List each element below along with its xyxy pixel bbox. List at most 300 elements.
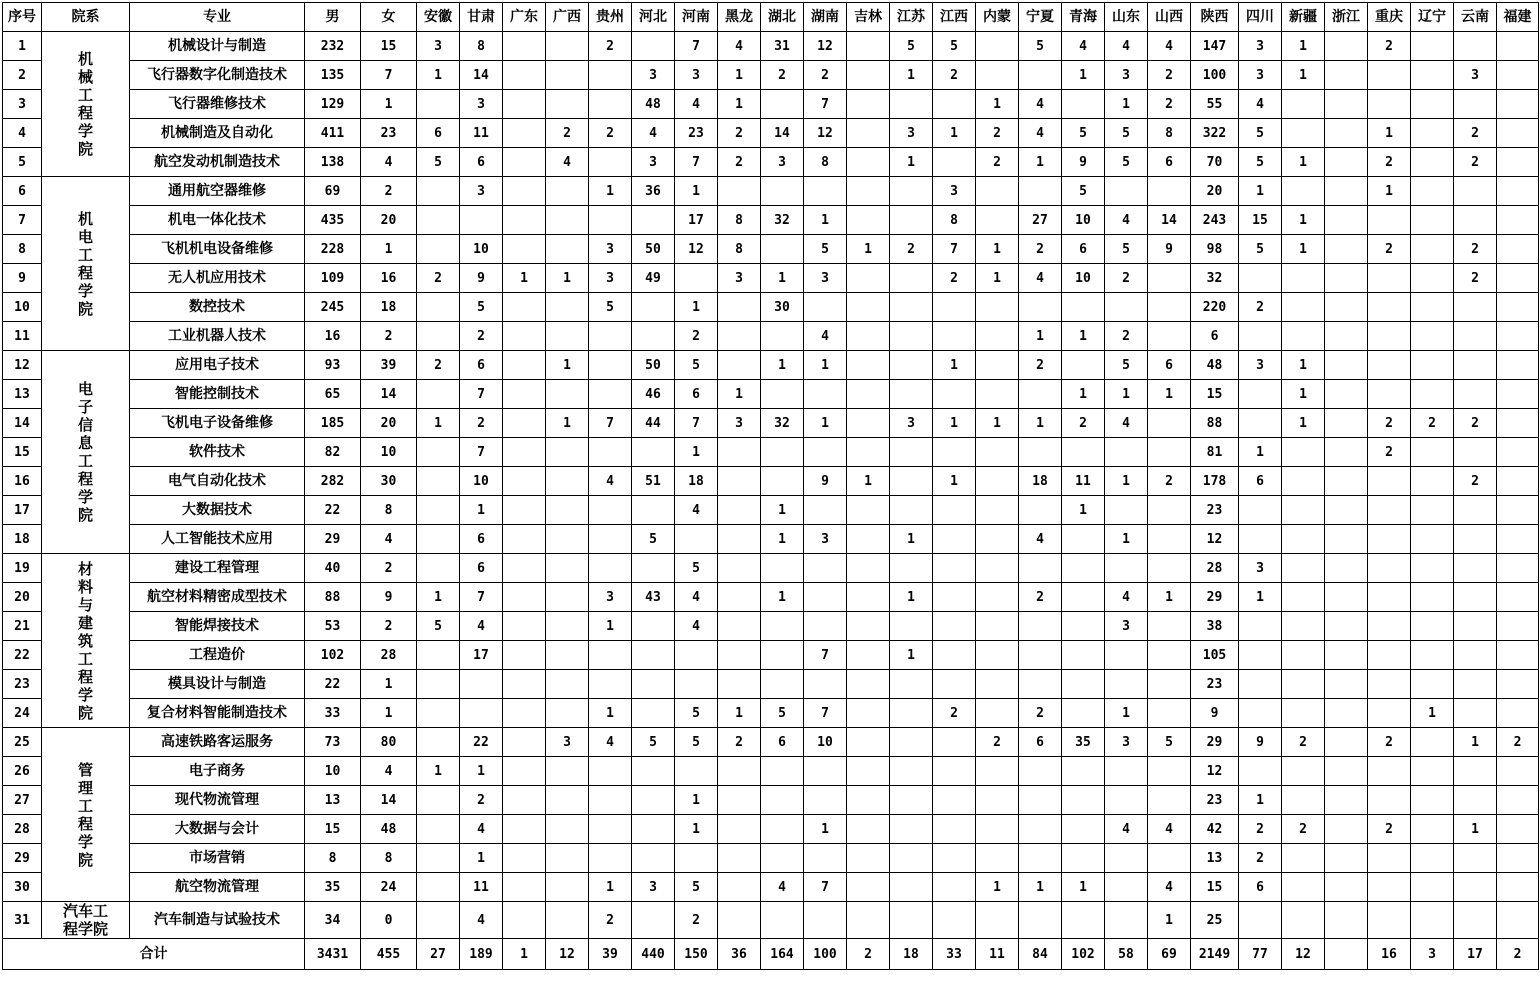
data-cell: 1: [1454, 728, 1497, 757]
data-cell: 1: [1282, 409, 1325, 438]
data-cell: 2: [460, 322, 503, 351]
data-cell: [1454, 844, 1497, 873]
data-cell: [847, 293, 890, 322]
data-cell: [976, 670, 1019, 699]
data-cell: 2: [1411, 409, 1454, 438]
data-cell: 1: [589, 612, 632, 641]
data-cell: 8: [804, 148, 847, 177]
data-cell: [1019, 496, 1062, 525]
data-cell: [976, 844, 1019, 873]
data-cell: 3: [675, 61, 718, 90]
data-cell: 1: [804, 206, 847, 235]
data-cell: [546, 438, 589, 467]
major-name: 电气自动化技术: [130, 467, 305, 496]
data-cell: 70: [1191, 148, 1239, 177]
major-name: 工业机器人技术: [130, 322, 305, 351]
data-cell: [1282, 641, 1325, 670]
data-cell: [503, 293, 546, 322]
table-row: [3, 293, 1539, 322]
data-cell: 48: [361, 815, 417, 844]
data-cell: [1239, 525, 1282, 554]
total-cell: 102: [1062, 939, 1105, 970]
data-cell: [417, 206, 460, 235]
data-cell: 12: [804, 32, 847, 61]
data-cell: [675, 525, 718, 554]
data-cell: 1: [417, 61, 460, 90]
data-cell: [1019, 554, 1062, 583]
data-cell: [1282, 873, 1325, 902]
data-cell: 2: [1368, 235, 1411, 264]
data-cell: [589, 554, 632, 583]
data-cell: [503, 670, 546, 699]
major-name: 数控技术: [130, 293, 305, 322]
data-cell: [933, 583, 976, 612]
data-cell: 14: [460, 61, 503, 90]
data-cell: 4: [761, 873, 804, 902]
data-cell: [890, 380, 933, 409]
data-cell: [847, 815, 890, 844]
data-cell: [1368, 467, 1411, 496]
data-cell: [417, 235, 460, 264]
data-cell: 1: [718, 61, 761, 90]
data-cell: [1411, 670, 1454, 699]
data-cell: [847, 583, 890, 612]
data-cell: 20: [1191, 177, 1239, 206]
data-cell: [1368, 641, 1411, 670]
data-cell: [933, 728, 976, 757]
data-cell: [417, 699, 460, 728]
row-number: 16: [3, 467, 42, 496]
table-row: [3, 351, 1539, 380]
major-name: 无人机应用技术: [130, 264, 305, 293]
data-cell: 1: [361, 235, 417, 264]
data-cell: 1: [718, 699, 761, 728]
data-cell: [1325, 728, 1368, 757]
data-cell: [1325, 641, 1368, 670]
data-cell: [933, 90, 976, 119]
data-cell: 2: [718, 148, 761, 177]
data-cell: [1062, 757, 1105, 786]
data-cell: [1497, 351, 1539, 380]
row-number: 27: [3, 786, 42, 815]
data-cell: 14: [1148, 206, 1191, 235]
data-cell: [1019, 177, 1062, 206]
data-cell: 2: [460, 786, 503, 815]
row-number: 11: [3, 322, 42, 351]
major-name: 汽车制造与试验技术: [130, 902, 305, 939]
data-cell: [847, 322, 890, 351]
data-cell: [1282, 583, 1325, 612]
data-cell: [718, 322, 761, 351]
data-cell: 1: [761, 525, 804, 554]
data-cell: 10: [361, 438, 417, 467]
data-cell: [1497, 206, 1539, 235]
major-name: 软件技术: [130, 438, 305, 467]
data-cell: 2: [1454, 467, 1497, 496]
data-cell: [675, 641, 718, 670]
data-cell: [1325, 148, 1368, 177]
data-cell: [890, 467, 933, 496]
data-cell: [976, 438, 1019, 467]
total-cell: 164: [761, 939, 804, 970]
data-cell: [718, 496, 761, 525]
data-cell: 1: [890, 61, 933, 90]
data-cell: [632, 786, 675, 815]
data-cell: [804, 293, 847, 322]
data-cell: 7: [675, 148, 718, 177]
data-cell: 5: [1105, 119, 1148, 148]
data-cell: 7: [675, 32, 718, 61]
data-cell: [417, 467, 460, 496]
data-cell: [632, 844, 675, 873]
column-header: 吉林: [847, 3, 890, 32]
data-cell: 228: [305, 235, 361, 264]
data-cell: [1497, 438, 1539, 467]
data-cell: 1: [761, 496, 804, 525]
data-cell: 1: [1282, 32, 1325, 61]
data-cell: [847, 148, 890, 177]
data-cell: [1062, 786, 1105, 815]
data-cell: [417, 525, 460, 554]
data-cell: 7: [460, 583, 503, 612]
data-cell: [847, 90, 890, 119]
data-cell: 4: [361, 757, 417, 786]
data-cell: 82: [305, 438, 361, 467]
data-cell: 20: [361, 206, 417, 235]
data-cell: 2: [976, 119, 1019, 148]
data-cell: [1148, 438, 1191, 467]
data-cell: 1: [1148, 583, 1191, 612]
data-cell: 35: [305, 873, 361, 902]
column-header: 宁夏: [1019, 3, 1062, 32]
data-cell: 9: [804, 467, 847, 496]
data-cell: [417, 177, 460, 206]
data-cell: [1325, 32, 1368, 61]
data-cell: 6: [1062, 235, 1105, 264]
column-header: 四川: [1239, 3, 1282, 32]
data-cell: 1: [1282, 206, 1325, 235]
data-cell: [1062, 670, 1105, 699]
total-row: [3, 939, 1539, 970]
column-header: 江苏: [890, 3, 933, 32]
data-cell: [1325, 61, 1368, 90]
data-cell: [890, 322, 933, 351]
row-number: 21: [3, 612, 42, 641]
data-cell: [1497, 322, 1539, 351]
table-row: [3, 322, 1539, 351]
data-cell: [632, 438, 675, 467]
data-cell: 28: [1191, 554, 1239, 583]
data-cell: 6: [417, 119, 460, 148]
data-cell: [1454, 699, 1497, 728]
data-cell: 10: [305, 757, 361, 786]
data-cell: [1454, 177, 1497, 206]
data-cell: 18: [1019, 467, 1062, 496]
total-cell: 12: [546, 939, 589, 970]
data-cell: [417, 815, 460, 844]
data-cell: [976, 177, 1019, 206]
data-cell: 4: [1148, 873, 1191, 902]
data-cell: [589, 351, 632, 380]
data-cell: [718, 902, 761, 939]
data-cell: [1411, 322, 1454, 351]
major-name: 飞机电子设备维修: [130, 409, 305, 438]
data-cell: 4: [675, 90, 718, 119]
data-cell: 14: [361, 786, 417, 815]
data-cell: [589, 322, 632, 351]
data-cell: [1454, 351, 1497, 380]
data-cell: [589, 757, 632, 786]
data-cell: 53: [305, 612, 361, 641]
data-cell: [718, 641, 761, 670]
data-cell: 2: [1368, 148, 1411, 177]
data-cell: 2: [1454, 119, 1497, 148]
table-row: [3, 699, 1539, 728]
data-cell: [1019, 844, 1062, 873]
data-cell: [890, 206, 933, 235]
department-name: 机械工程学院: [77, 50, 93, 158]
data-cell: [1239, 264, 1282, 293]
major-name: 通用航空器维修: [130, 177, 305, 206]
data-cell: 2: [933, 264, 976, 293]
data-cell: 1: [976, 235, 1019, 264]
data-cell: [589, 496, 632, 525]
data-cell: 15: [305, 815, 361, 844]
data-cell: [1062, 438, 1105, 467]
data-cell: [632, 902, 675, 939]
data-cell: 3: [1239, 61, 1282, 90]
data-cell: [761, 670, 804, 699]
total-cell: 455: [361, 939, 417, 970]
data-cell: [589, 148, 632, 177]
row-number: 23: [3, 670, 42, 699]
table-row: [3, 902, 1539, 939]
data-cell: [1368, 670, 1411, 699]
data-cell: 28: [361, 641, 417, 670]
data-cell: [1148, 293, 1191, 322]
data-cell: 1: [976, 264, 1019, 293]
data-cell: 5: [1019, 32, 1062, 61]
data-cell: 6: [1148, 148, 1191, 177]
data-cell: 1: [718, 380, 761, 409]
data-cell: [503, 380, 546, 409]
data-cell: [546, 786, 589, 815]
data-cell: [460, 670, 503, 699]
data-cell: 6: [460, 525, 503, 554]
major-name: 大数据技术: [130, 496, 305, 525]
data-cell: 5: [761, 699, 804, 728]
data-cell: [847, 786, 890, 815]
data-cell: [847, 119, 890, 148]
major-name: 应用电子技术: [130, 351, 305, 380]
data-cell: 3: [632, 61, 675, 90]
data-cell: [1148, 757, 1191, 786]
data-cell: [1497, 873, 1539, 902]
data-cell: 6: [460, 351, 503, 380]
data-cell: [890, 873, 933, 902]
data-cell: [1325, 322, 1368, 351]
data-cell: [1497, 844, 1539, 873]
table-row: [3, 467, 1539, 496]
data-cell: [761, 380, 804, 409]
column-header: 青海: [1062, 3, 1105, 32]
data-cell: 1: [761, 583, 804, 612]
data-cell: [718, 873, 761, 902]
data-cell: [1282, 177, 1325, 206]
major-name: 人工智能技术应用: [130, 525, 305, 554]
data-cell: [1454, 496, 1497, 525]
data-cell: [546, 641, 589, 670]
data-cell: 3: [718, 409, 761, 438]
data-cell: 3: [1105, 612, 1148, 641]
data-cell: [1239, 670, 1282, 699]
data-cell: [1105, 902, 1148, 939]
major-name: 模具设计与制造: [130, 670, 305, 699]
data-cell: [1239, 641, 1282, 670]
major-name: 飞行器数字化制造技术: [130, 61, 305, 90]
data-cell: 3: [890, 119, 933, 148]
header-row: [3, 3, 1539, 32]
data-cell: [1062, 293, 1105, 322]
data-cell: 39: [361, 351, 417, 380]
data-cell: 147: [1191, 32, 1239, 61]
data-cell: 1: [933, 119, 976, 148]
data-cell: [718, 583, 761, 612]
data-cell: [503, 873, 546, 902]
data-cell: [1282, 844, 1325, 873]
row-number: 13: [3, 380, 42, 409]
data-cell: 29: [1191, 728, 1239, 757]
data-cell: [546, 612, 589, 641]
data-cell: 1: [1019, 873, 1062, 902]
data-cell: [589, 670, 632, 699]
data-cell: [761, 322, 804, 351]
data-cell: [933, 902, 976, 939]
data-cell: [1282, 293, 1325, 322]
data-cell: [1497, 641, 1539, 670]
data-cell: [1325, 583, 1368, 612]
data-cell: 30: [361, 467, 417, 496]
table-row: [3, 728, 1539, 757]
data-cell: [1282, 264, 1325, 293]
data-cell: [1411, 177, 1454, 206]
data-cell: 2: [1282, 728, 1325, 757]
data-cell: [546, 873, 589, 902]
total-cell: 3: [1411, 939, 1454, 970]
data-cell: 5: [1148, 728, 1191, 757]
data-cell: 18: [675, 467, 718, 496]
data-cell: [1454, 902, 1497, 939]
data-cell: [589, 525, 632, 554]
data-cell: [804, 177, 847, 206]
data-cell: 220: [1191, 293, 1239, 322]
data-cell: 17: [675, 206, 718, 235]
data-cell: 3: [589, 264, 632, 293]
data-cell: [1497, 380, 1539, 409]
data-cell: [761, 235, 804, 264]
major-name: 飞机机电设备维修: [130, 235, 305, 264]
row-number: 10: [3, 293, 42, 322]
data-cell: [1019, 902, 1062, 939]
data-cell: 4: [1019, 90, 1062, 119]
data-cell: [1062, 525, 1105, 554]
column-header: 黑龙: [718, 3, 761, 32]
data-cell: [546, 554, 589, 583]
data-cell: 69: [305, 177, 361, 206]
data-cell: [1062, 815, 1105, 844]
data-cell: 32: [761, 409, 804, 438]
data-cell: [1105, 496, 1148, 525]
total-cell: 33: [933, 939, 976, 970]
data-cell: 50: [632, 235, 675, 264]
data-cell: [546, 699, 589, 728]
data-cell: 3: [460, 90, 503, 119]
data-cell: 8: [305, 844, 361, 873]
data-cell: [976, 322, 1019, 351]
data-cell: [1411, 583, 1454, 612]
data-cell: 1: [675, 815, 718, 844]
data-cell: [976, 525, 1019, 554]
data-cell: 8: [460, 32, 503, 61]
data-cell: [718, 554, 761, 583]
total-cell: [1325, 939, 1368, 970]
data-cell: [1454, 670, 1497, 699]
data-cell: [1148, 844, 1191, 873]
data-cell: [503, 438, 546, 467]
data-cell: 7: [675, 409, 718, 438]
column-header: 安徽: [417, 3, 460, 32]
data-cell: 1: [1105, 90, 1148, 119]
data-cell: 2: [589, 902, 632, 939]
data-cell: [1019, 380, 1062, 409]
data-cell: [1497, 670, 1539, 699]
row-number: 28: [3, 815, 42, 844]
data-cell: [1105, 293, 1148, 322]
table-row: [3, 554, 1539, 583]
data-cell: [804, 757, 847, 786]
data-cell: 3: [1239, 32, 1282, 61]
data-cell: 3: [460, 177, 503, 206]
table-row: [3, 380, 1539, 409]
data-cell: 3: [589, 583, 632, 612]
data-cell: [890, 438, 933, 467]
data-cell: 33: [305, 699, 361, 728]
row-number: 4: [3, 119, 42, 148]
data-cell: [1454, 322, 1497, 351]
data-cell: 2: [675, 322, 718, 351]
data-cell: 10: [1062, 206, 1105, 235]
data-cell: [503, 612, 546, 641]
data-cell: [546, 90, 589, 119]
data-cell: 8: [361, 496, 417, 525]
data-cell: 245: [305, 293, 361, 322]
data-cell: [1411, 554, 1454, 583]
data-cell: 5: [1239, 119, 1282, 148]
data-cell: 5: [417, 148, 460, 177]
data-cell: [718, 525, 761, 554]
data-cell: 3: [1105, 728, 1148, 757]
data-cell: 2: [1239, 815, 1282, 844]
data-cell: 2: [1148, 467, 1191, 496]
data-cell: 7: [804, 873, 847, 902]
data-cell: 2: [761, 61, 804, 90]
column-header: 贵州: [589, 3, 632, 32]
data-cell: 2: [546, 119, 589, 148]
total-cell: 84: [1019, 939, 1062, 970]
data-cell: 7: [804, 90, 847, 119]
data-cell: [503, 554, 546, 583]
data-cell: [890, 815, 933, 844]
